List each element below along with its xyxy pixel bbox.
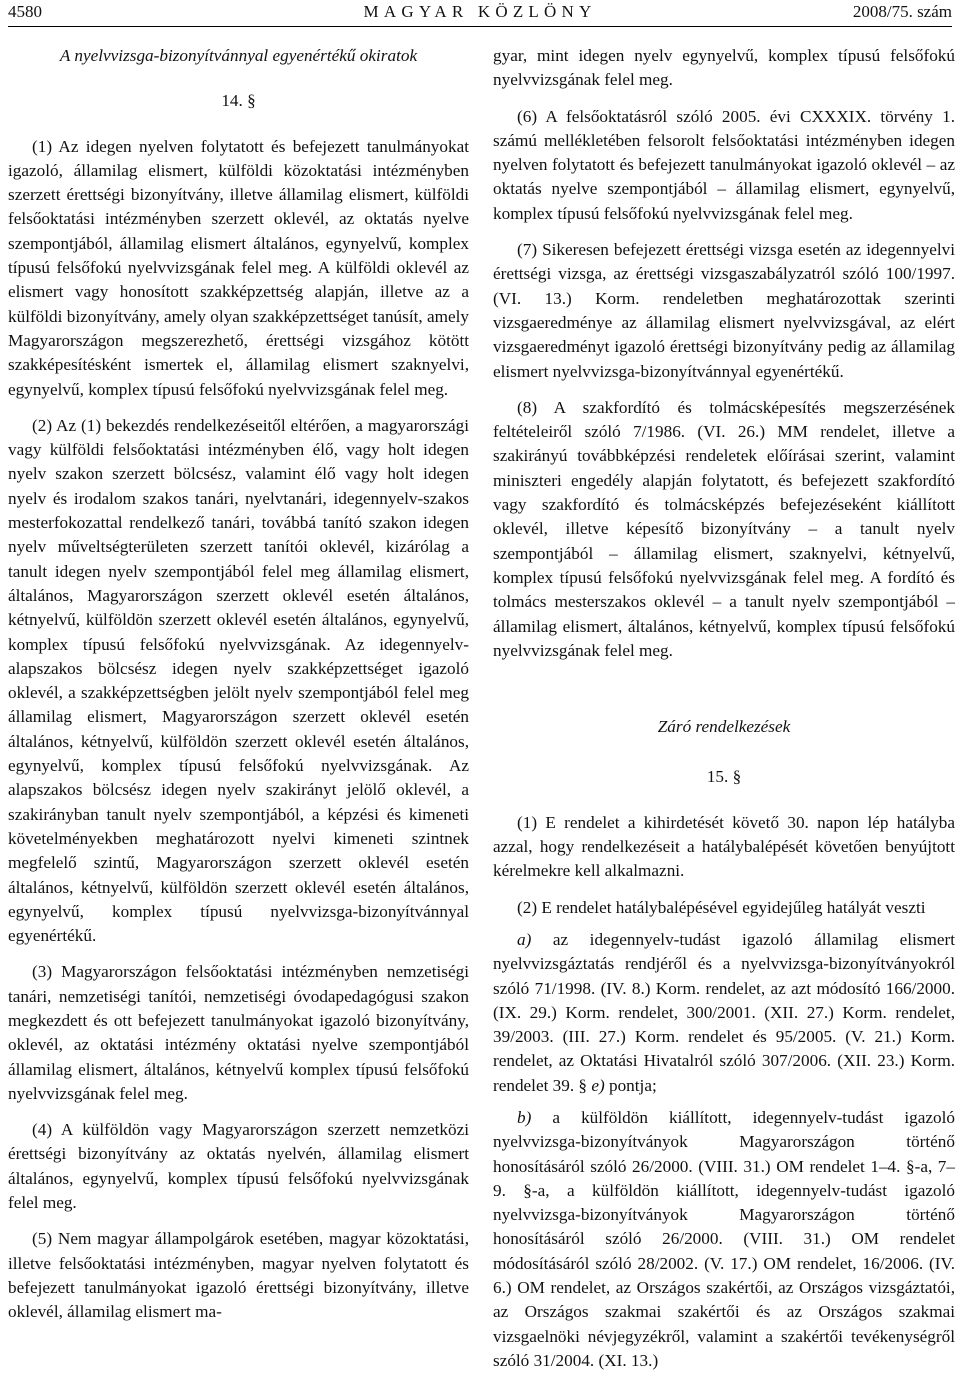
paragraph-15-2: (2) E rendelet hatálybalépésével egyidejűleg hatályát veszti bbox=[517, 897, 926, 917]
paragraph-15-1: (1) E rendelet a kihirdetését követő 30. napon lép hatályba azzal, hogy rendelkezéseit a hatálybalépését követően benyújtott kérelmekre kell alkalmazni. bbox=[493, 812, 955, 881]
paragraph-14-6: (6) A felsőoktatásról szóló 2005. évi CXXXIX. törvény 1. számú mellékletében felsorolt felsőoktatási intézményben idegen nyelven folytatott és befejezett tanulmányokat igazoló oklevél – az oktatás nyelve szempontjából – államilag elismert, egynyelvű, komplex típusú felsőfokú nyelvvizsgának felel meg. bbox=[493, 106, 955, 223]
paragraph-14-5: (5) Nem magyar állampolgárok esetében, magyar közoktatási, illetve felsőoktatási intézményben, magyar nyelven folytatott és befejezett tanulmányokat igazoló érettségi bizonyítvány, illetve oklevél, államilag elismert ma- bbox=[8, 1229, 469, 1322]
paragraph-14-8: (8) A szakfordító és tolmácsképesítés megszerzésének feltételeiről szóló 7/1986. (VI. 26.) MM rendelet, illetve a szakirányú továbbképzési rendeletek előírásai szerint, valamint miniszteri engedély alapján folytatott, és befejezett szakfordító vagy szakfordító és tolmácsképzés befejezéseként kiállított oklevél, illetve képesítő bizonyítvány – a tanult nyelv szempontjából – államilag elismert, szaknyelvi, kétnyelvű, komplex típusú felsőfokú nyelvvizsgának felel meg. A fordító és tolmács mesterszakos oklevél – a tanult nyelv szempontjából – államilag elismert, általános, kétnyelvű, komplex típusú felsőfokú nyelvvizsgának felel meg. bbox=[493, 397, 955, 660]
repeal-item-a bbox=[493, 928, 955, 1098]
journal-title: MAGYAR KÖZLÖNY bbox=[363, 2, 597, 21]
paragraph-14-5-continuation: gyar, mint idegen nyelv egynyelvű, komplex típusú felsőfokú nyelvvizsgának felel meg. bbox=[493, 46, 955, 90]
repeal-item-b bbox=[493, 1106, 955, 1373]
section-heading: A nyelvvizsga-bizonyítvánnyal egyenértékű okiratok bbox=[59, 46, 418, 65]
paragraph-14-7: (7) Sikeresen befejezett érettségi vizsga esetén az idegennyelvi érettségi vizsga, az érettségi vizsgaszabályzatról szóló 100/1997. (VI. 13.) Korm. rendeletben meghatározottak szerinti vizsgaeredménye az államilag elismert nyelvvizsgával, az elért vizsgaeredményt igazoló érettségi bizonyítvány pedig az államilag elismert nyelvvizsga-bizonyítvánnyal egyenértékű. bbox=[493, 240, 955, 381]
item-a-letter: a) bbox=[517, 929, 532, 949]
item-b-letter: b) bbox=[517, 1107, 532, 1127]
section-number: 14. § bbox=[221, 91, 256, 111]
item-a-text: az idegennyelv-tudást igazoló államilag elismert nyelvvizsgáztatás rendjéről és a nyelvvizsga-bizonyítványokról szóló 71/1998. (IV. 8.) Korm. rendelet, az azt módosító 166/2000. (IX. 29.) Korm. rendelet, 300/2001. (XII. 27.) Korm. rendelet, 39/2003. (III. 27.) Korm. rendelet és 95/2005. (V. 21.) Korm. rendelet, az Oktatási Hivatalról szóló 307/2006. (XII. 23.) Korm. rendelet 39. § bbox=[493, 929, 955, 1095]
item-a-tail: pontja; bbox=[604, 1075, 657, 1095]
page-number: 4580 bbox=[8, 2, 42, 21]
page-header bbox=[8, 0, 952, 27]
paragraph-14-2: (2) Az (1) bekezdés rendelkezéseitől eltérően, a magyarországi vagy külföldi felsőoktatási intézményben élő, vagy holt idegen nyelv szakon szerzett bölcsész, valamint élő vagy holt idegen nyelv és irodalom szakos tanári, nyelvtanári, idegennyelv-szakos mesterfokozattal rendelkező tanári, továbbá tanító szakon idegen nyelv műveltségterületen szerzett tanítói oklevél, kizárólag a tanult idegen nyelv szempontjából felel meg államilag elismert, általános, Magyarországon szerzett oklevél esetén általános, kétnyelvű, külföldön szerzett oklevél esetén általános, egynyelvű, komplex típusú felsőfokú nyelvvizsgának. Az idegennyelv-alapszakos bölcsész idegen nyelv szakképzettséget igazoló oklevél, a szakképzettségben jelölt nyelv szempontjából felel meg államilag elismert, Magyarországon szerzett oklevél esetén általános, kétnyelvű, külföldön szerzett oklevél esetén általános, egynyelvű, komplex típusú felsőfokú nyelvvizsgának. Az alapszakos bölcsész idegen nyelv szakirányt jelölő oklevél, a szakirányban tanult nyelv szempontjából, a képzési és kimeneti követelményekben meghatározott nyelvi kimeneti szintnek megfelelő szintű, Magyarországon szerzett oklevél esetén általános, kétnyelvű, külföldön szerzett oklevél esetén általános, egynyelvű, komplex típusú nyelvvizsga-bizonyítvánnyal egyenértékű. bbox=[8, 415, 469, 946]
item-a-point-e: e) bbox=[591, 1075, 605, 1095]
closing-section-number: 15. § bbox=[706, 767, 742, 787]
paragraph-14-3: (3) Magyarországon felsőoktatási intézményben nemzetiségi tanári, nemzetiségi tanítói, nemzetiségi óvodapedagógusi szakon megkezdett és ott befejezett tanulmányokat igazoló bizonyítvány, oklevél, az oktatási intézmény oktatási nyelve szempontjából államilag elismert, általános, kétnyelvű komplex típusú felsőfokú nyelvvizsgának felel meg. bbox=[8, 962, 469, 1103]
left-column bbox=[8, 44, 469, 1337]
paragraph-14-1: (1) Az idegen nyelven folytatott és befejezett tanulmányokat igazoló, államilag elismert, külföldi közoktatási intézményben szerzett érettségi bizonyítvány, illetve államilag elismert, külföldi felsőoktatási intézményben szerzett oklevél, az oktatás nyelve szempontjából, államilag elismert általános, egynyelvű, komplex típusú felsőfokú nyelvvizsgának felel meg. A külföldi oklevél az elismert vagy honosított szakképzettség alapján, illetve az a külföldi bizonyítvány, amely olyan szakképzettséget tanúsít, amely Magyarországon megszerezhető, érettségi vizsgához kötött szakképesítésként ismertek el, államilag elismert szaknyelvi, egynyelvű, komplex típusú felsőfokú nyelvvizsgának felel meg. bbox=[8, 136, 469, 399]
issue-number: 2008/75. szám bbox=[852, 2, 952, 21]
paragraph-14-4: (4) A külföldön vagy Magyarországon szerzett nemzetközi érettségi bizonyítvány az oktatás nyelvén, államilag elismert általános, egynyelvű, komplex típusú felsőfokú nyelvvizsgának felel meg. bbox=[8, 1120, 469, 1213]
closing-provisions-heading: Záró rendelkezések bbox=[657, 717, 791, 737]
right-column bbox=[493, 44, 955, 1385]
item-b-text: a külföldön kiállított, idegennyelv-tudást igazoló nyelvvizsga-bizonyítványok Magyarországon történő honosításáról szóló 26/2000. (VIII. 31.) OM rendelet 1–4. §-a, 7–9. §-a, a külföldön kiállított, idegennyelv-tudást igazoló nyelvvizsga-bizonyítványok Magyarországon történő honosításáról szóló 26/2000. (VIII. 31.) OM rendelet módosításáról szóló 28/2002. (V. 17.) OM rendelet, 16/2006. (IV. 6.) OM rendelet, az Országos szakértői, az Országos vizsgáztatói, az Országos szakmai szakértői és az Országos szakmai vizsgaelnöki névjegyzékről, valamint a szakértői tevékenységről szóló 31/2004. (XI. 13.) bbox=[493, 1107, 955, 1370]
